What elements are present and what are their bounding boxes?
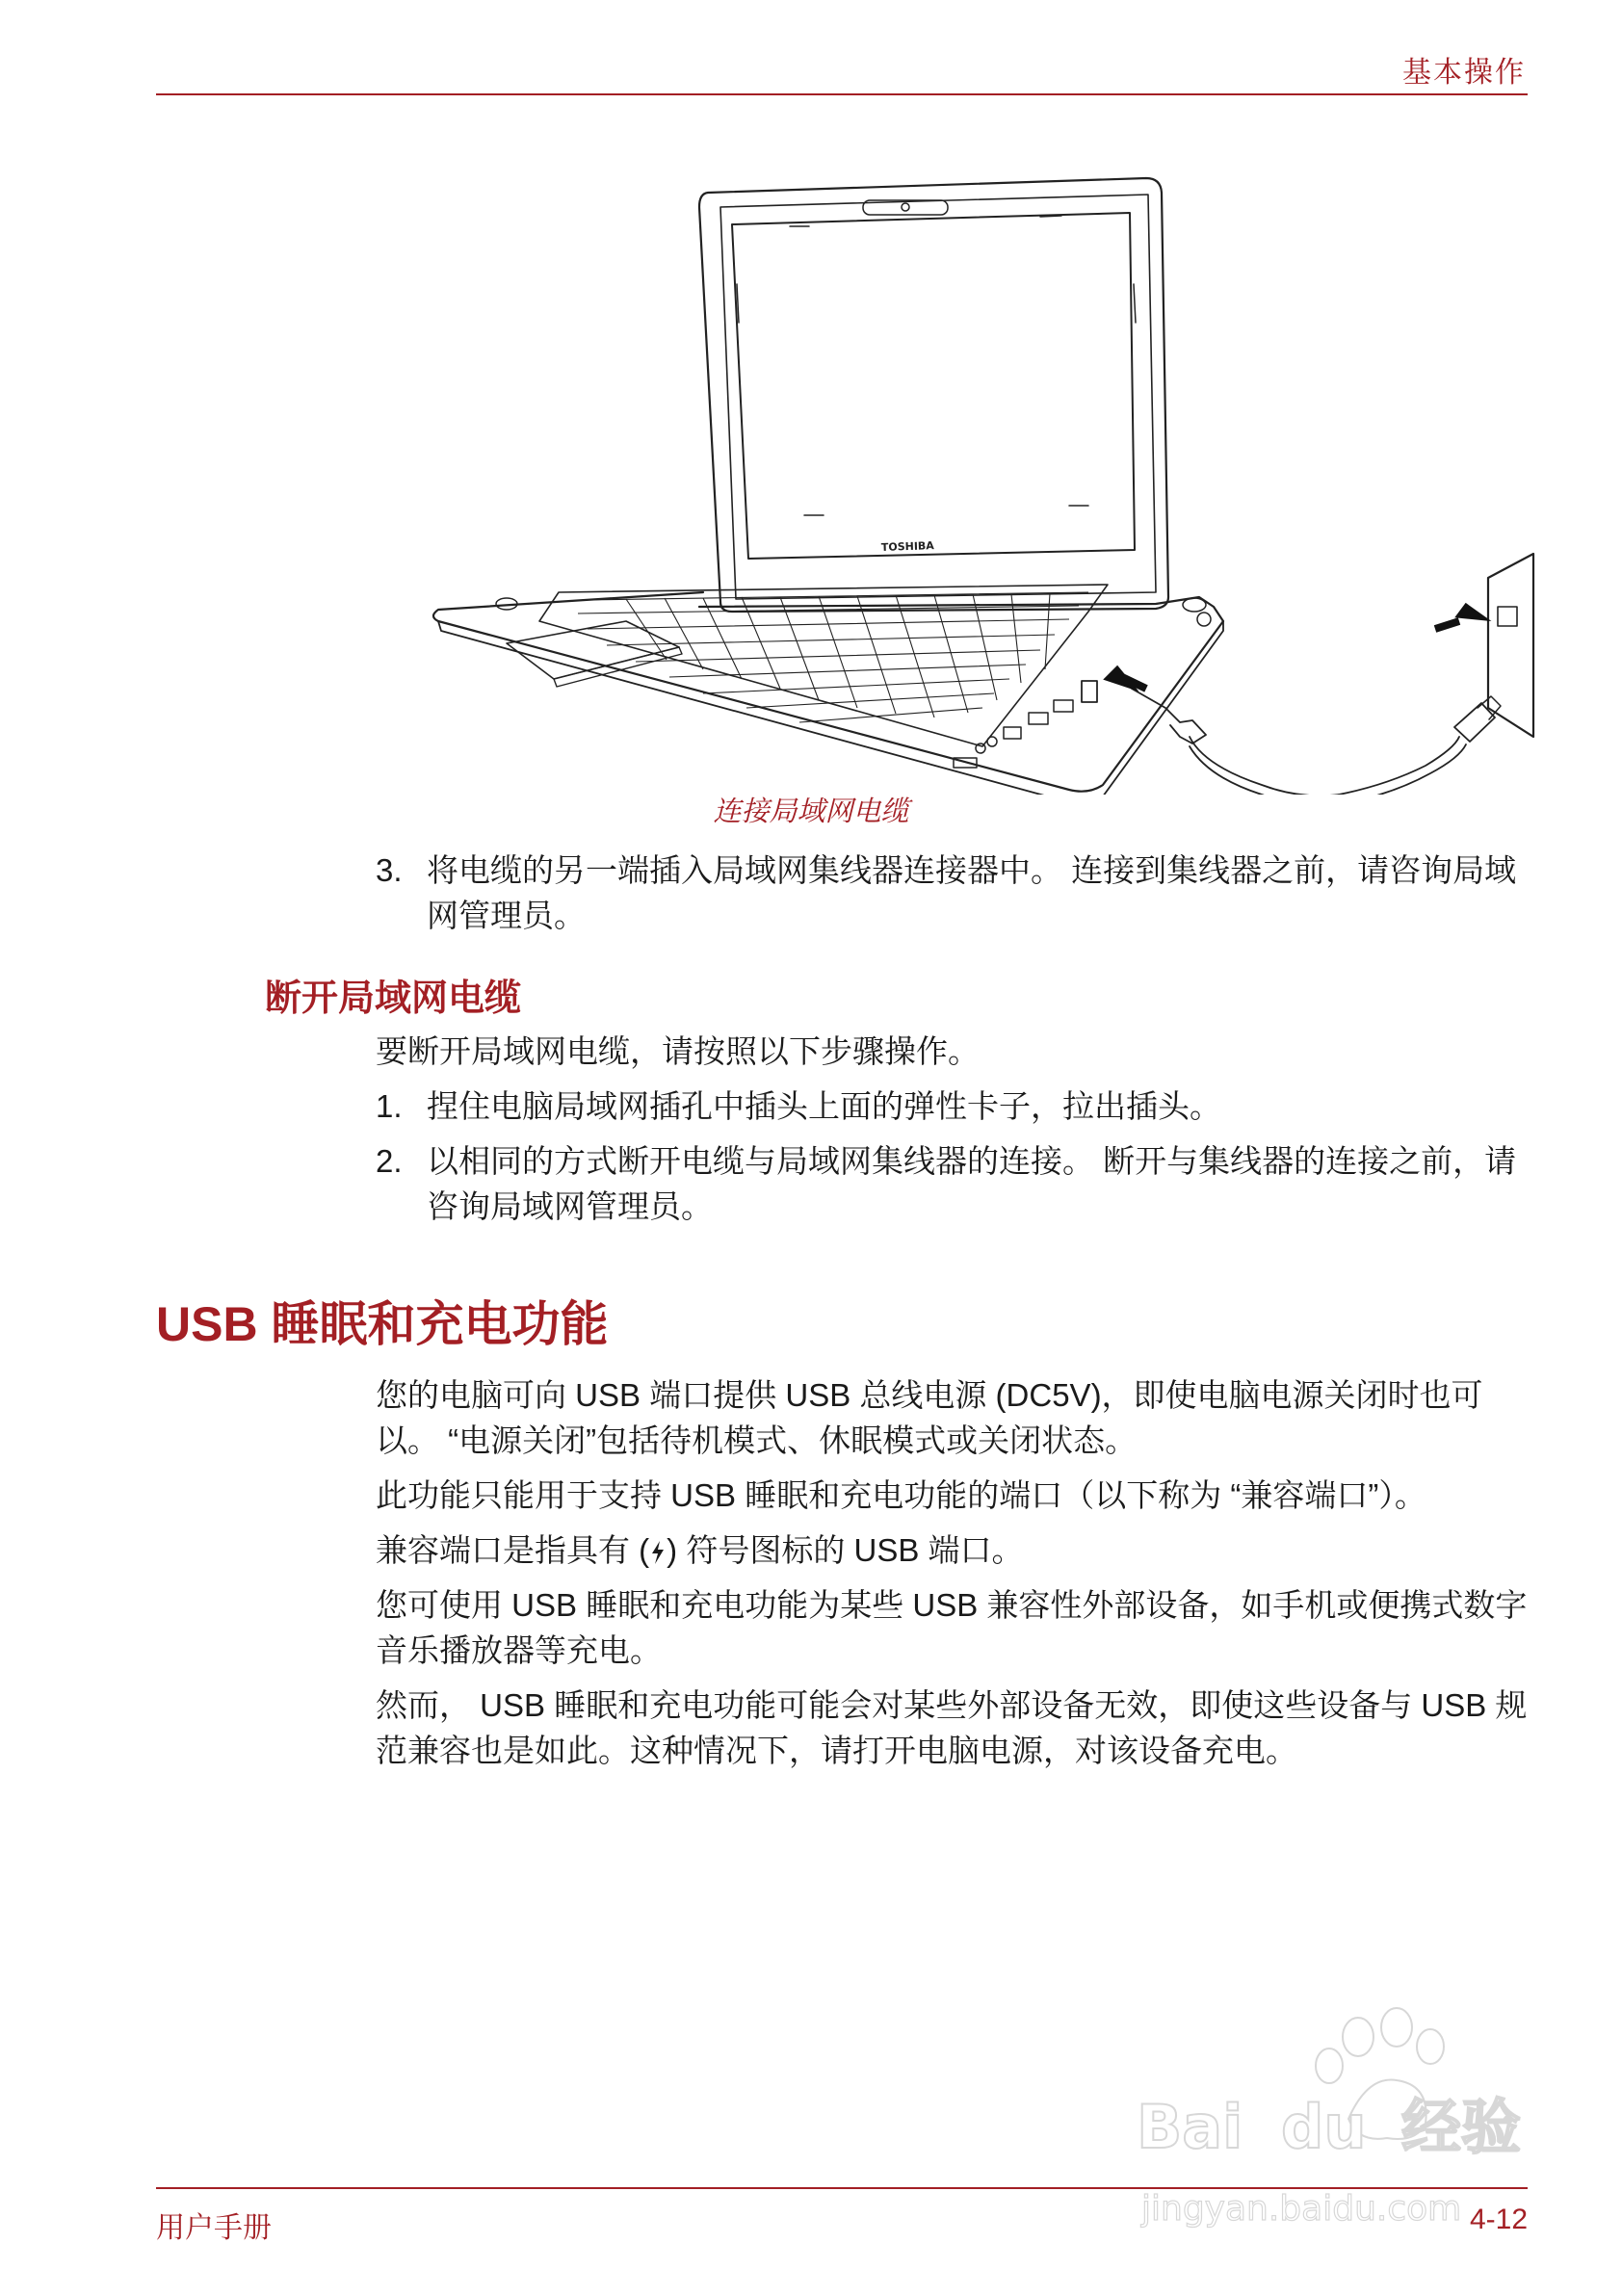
watermark-url: jingyan.baidu.com — [1141, 2189, 1462, 2229]
list-item — [376, 1138, 1528, 1229]
section-heading-disconnect: 断开局域网电缆 — [265, 978, 522, 1019]
watermark-brand: Bai — [1137, 2092, 1243, 2162]
step-text: 将电缆的另一端插入局域网集线器连接器中。 连接到集线器之前，请咨询局域网管理员。 — [427, 852, 1517, 933]
usb-paragraph-3 — [376, 1527, 1528, 1573]
step-number: 1. — [376, 1088, 403, 1124]
step-text: 捏住电脑局域网插孔中插头上面的弹性卡子，拉出插头。 — [427, 1088, 1221, 1124]
step-number: 2. — [376, 1143, 403, 1179]
disconnect-section — [376, 1029, 1528, 1229]
header-section-title: 基本操作 — [1402, 56, 1526, 90]
step-number: 3. — [376, 852, 403, 888]
header-rule — [156, 93, 1528, 95]
usb-paragraph-4: 您可使用 USB 睡眠和充电功能为某些 USB 兼容性外部设备，如手机或便携式数字音乐播放器等充电。 — [376, 1587, 1528, 1668]
laptop-brand-logo: TOSHIBA — [880, 539, 935, 554]
usb-paragraph-3-end: ) 符号图标的 USB 端口。 — [667, 1532, 1024, 1568]
section-heading-usb: USB 睡眠和充电功能 — [156, 1297, 609, 1351]
watermark-brand-2: du — [1281, 2092, 1367, 2162]
watermark-suffix: 经验 — [1401, 2092, 1522, 2162]
usb-paragraph-1: 您的电脑可向 USB 端口提供 USB 总线电源 (DC5V)，即使电脑电源关闭时也可以。 “电源关闭”包括待机模式、休眠模式或关闭状态。 — [376, 1377, 1483, 1458]
usb-paragraph-2: 此功能只能用于支持 USB 睡眠和充电功能的端口（以下称为 “兼容端口”）。 — [376, 1477, 1426, 1513]
usb-section — [376, 1372, 1528, 1773]
usb-sleep-charge-icon — [649, 1540, 667, 1565]
disconnect-intro: 要断开局域网电缆，请按照以下步骤操作。 — [376, 1033, 980, 1069]
usb-paragraph-5: 然而， USB 睡眠和充电功能可能会对某些外部设备无效，即使这些设备与 USB 规范兼容也是如此。这种情况下，请打开电脑电源，对该设备充电。 — [376, 1687, 1528, 1768]
laptop-lan-figure — [414, 169, 1541, 795]
step-3 — [376, 848, 1528, 938]
usb-paragraph-3-start: 兼容端口是指具有 ( — [376, 1532, 650, 1568]
footer-rule — [156, 2187, 1528, 2189]
footer-manual-title: 用户手册 — [156, 2211, 272, 2245]
figure-caption: 连接局域网电缆 — [713, 795, 909, 827]
step-text: 以相同的方式断开电缆与局域网集线器的连接。 断开与集线器的连接之前，请咨询局域网管理员。 — [427, 1143, 1517, 1224]
list-item — [376, 1083, 1528, 1129]
page-number: 4-12 — [1469, 2204, 1528, 2235]
